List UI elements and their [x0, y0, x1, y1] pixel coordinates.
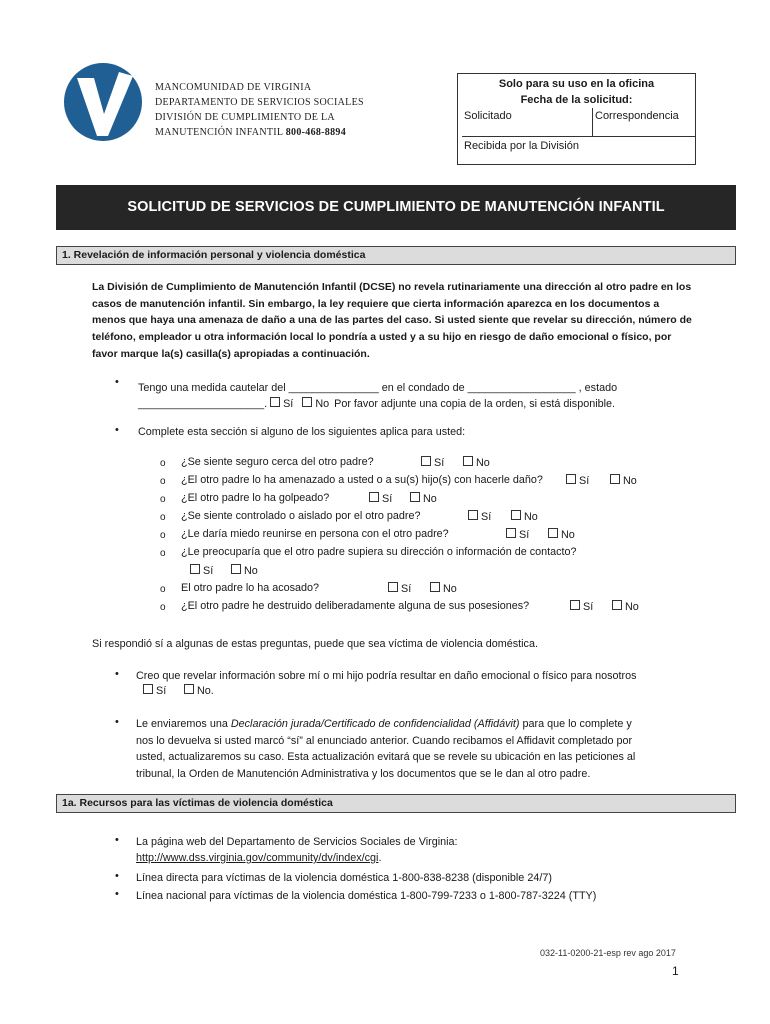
believe-no [184, 684, 214, 697]
circle-bullet: o [160, 494, 166, 505]
dss-web-link-wrap: http://www.dss.virginia.gov/community/dv/index/cgi. [136, 852, 382, 864]
q7-yes-checkbox[interactable] [388, 582, 398, 592]
q5-no [548, 528, 575, 541]
affidavit-line3: usted, actualizaremos su caso. Esta actualización evitará que se revele su ubicación en las peticiones al [136, 751, 636, 763]
q7-yes [388, 582, 411, 595]
question-5: ¿Le daría miedo reunirse en persona con el otro padre? [181, 528, 449, 540]
q6-no [231, 564, 258, 577]
order-no-checkbox[interactable] [302, 397, 312, 407]
q8-yes [570, 600, 593, 613]
believe-no-checkbox[interactable] [184, 684, 194, 694]
bullet-dot: • [115, 424, 119, 436]
office-box-row [462, 108, 695, 137]
q7-yes-label: Sí [401, 583, 412, 595]
affidavit-text [136, 716, 635, 782]
circle-bullet: o [160, 548, 166, 559]
national-hotline-text: Línea nacional para víctimas de la violencia doméstica 1-800-799-7233 o 1-800-787-3224 (TTY) [136, 890, 597, 902]
agency-header [155, 80, 364, 140]
q1-no-label: No [476, 457, 490, 469]
dss-web-text: La página web del Departamento de Servicios Sociales de Virginia: [136, 836, 458, 848]
bullet-dot: • [115, 888, 119, 900]
dss-web-link[interactable]: http://www.dss.virginia.gov/community/dv/index/cgi [136, 852, 379, 864]
agency-line3: DIVISIÓN DE CUMPLIMIENTO DE LA [155, 112, 335, 123]
q1-yes-checkbox[interactable] [421, 456, 431, 466]
question-1: ¿Se siente seguro cerca del otro padre? [181, 456, 374, 468]
q6-no-checkbox[interactable] [231, 564, 241, 574]
q1-no-checkbox[interactable] [463, 456, 473, 466]
office-use-box [457, 73, 696, 165]
q5-yes [506, 528, 529, 541]
q4-no-checkbox[interactable] [511, 510, 521, 520]
question-7: El otro padre lo ha acosado? [181, 582, 320, 594]
question-3: ¿El otro padre lo ha golpeado? [181, 492, 330, 504]
q7-no-label: No [443, 583, 457, 595]
q1-no [463, 456, 490, 469]
q6-yes-checkbox[interactable] [190, 564, 200, 574]
circle-bullet: o [160, 530, 166, 541]
office-box-received: Recibida por la División [464, 140, 579, 152]
virginia-v-logo [63, 62, 143, 142]
victim-text: Si respondió sí a algunas de estas preguntas, puede que sea víctima de violencia doméstica. [92, 638, 538, 650]
office-box-date-label: Fecha de la solicitud: [520, 94, 633, 106]
circle-bullet: o [160, 458, 166, 469]
question-4: ¿Se siente controlado o aislado por el otro padre? [181, 510, 421, 522]
agency-line4: MANUTENCIÓN INFANTIL [155, 127, 283, 138]
agency-line2: DEPARTAMENTO DE SERVICIOS SOCIALES [155, 97, 364, 108]
order-yes-checkbox[interactable] [270, 397, 280, 407]
section1-heading: 1. Revelación de información personal y violencia doméstica [56, 246, 736, 265]
affidavit-line2: nos lo devuelva si usted marcó “sí” al enunciado anterior. Cuando recibamos el Affidavit completado por [136, 734, 633, 747]
q8-no-label: No [625, 601, 639, 613]
office-box-title: Solo para su uso en la oficina [498, 78, 655, 90]
bullet-dot: • [115, 870, 119, 882]
q3-no-checkbox[interactable] [410, 492, 420, 502]
q4-yes-label: Sí [481, 511, 492, 523]
believe-no-label: No. [197, 685, 214, 697]
q5-yes-label: Sí [519, 529, 530, 541]
q6-yes-label: Sí [203, 565, 214, 577]
affidavit-italic: Declaración jurada/Certificado de confidencialidad (Affidávit) [230, 718, 520, 730]
q4-yes [468, 510, 491, 523]
q5-no-checkbox[interactable] [548, 528, 558, 538]
form-code: 032-11-0200-21-esp rev ago 2017 [540, 948, 676, 958]
circle-bullet: o [160, 584, 166, 595]
order-yes-label: Sí [283, 398, 294, 410]
affidavit-pre: Le enviaremos una [136, 718, 231, 730]
q3-yes [369, 492, 392, 505]
agency-line1: MANCOMUNIDAD DE VIRGINIA [155, 82, 312, 93]
q7-no [430, 582, 457, 595]
q2-yes [566, 474, 589, 487]
q2-no-checkbox[interactable] [610, 474, 620, 484]
q5-no-label: No [561, 529, 575, 541]
q7-no-checkbox[interactable] [430, 582, 440, 592]
q4-no-label: No [524, 511, 538, 523]
q8-no-checkbox[interactable] [612, 600, 622, 610]
q8-yes-label: Sí [583, 601, 594, 613]
section1-intro: La División de Cumplimiento de Manutención Infantil (DCSE) no revela rutinariamente una dirección al otro padre en los casos de manutención infantil. Sin embargo, la ley requiere que cierta información aparezca en los documentos a menos que haya una amenaza de daño a una de las partes del caso. Si usted siente que revelar su dirección, número de teléfono, empleador u otra información local lo pondría a usted y a su hijo en riesgo de daño emocional o físico, por favor marque la(s) casilla(s) apropiadas a continuación. [92, 281, 692, 360]
order-no-label: No [315, 398, 330, 410]
form-title: SOLICITUD DE SERVICIOS DE CUMPLIMIENTO DE MANUTENCIÓN INFANTIL [56, 185, 736, 230]
q2-yes-checkbox[interactable] [566, 474, 576, 484]
q3-no-label: No [423, 493, 437, 505]
office-box-correspondence: Correspondencia [595, 110, 679, 122]
q4-yes-checkbox[interactable] [468, 510, 478, 520]
q3-no [410, 492, 437, 505]
q2-no-label: No [623, 475, 637, 487]
affidavit-line4: tribunal, la Orden de Manutención Administrativa y los documentos que se le dan al otro padre. [136, 767, 591, 780]
q6-no-label: No [244, 565, 258, 577]
q3-yes-checkbox[interactable] [369, 492, 379, 502]
believe-yes [143, 684, 166, 697]
order-line1: Tengo una medida cautelar del _______________ en el condado de __________________ , estado [138, 382, 618, 394]
q2-yes-label: Sí [579, 475, 590, 487]
bullet-dot: • [115, 668, 119, 680]
question-6: ¿Le preocuparía que el otro padre supiera su dirección o información de contacto? [181, 546, 577, 558]
bullet-dot: • [115, 834, 119, 846]
page-number: 1 [672, 964, 679, 978]
question-2: ¿El otro padre lo ha amenazado a usted o a su(s) hijo(s) con hacerle daño? [181, 474, 543, 486]
q2-no [610, 474, 637, 487]
bullet-dot: • [115, 716, 119, 728]
order-line2 [138, 396, 615, 413]
q1-yes [421, 456, 444, 469]
q5-yes-checkbox[interactable] [506, 528, 516, 538]
question-8: ¿El otro padre he destruido deliberadamente alguna de sus posesiones? [181, 600, 530, 612]
affidavit-post: para que lo complete y [519, 718, 632, 730]
order-attach-text: Por favor adjunte una copia de la orden, si está disponible. [334, 398, 616, 410]
circle-bullet: o [160, 512, 166, 523]
believe-yes-label: Sí [156, 685, 167, 697]
office-box-requested: Solicitado [464, 110, 512, 122]
bullet-dot: • [115, 376, 119, 388]
believe-yes-checkbox[interactable] [143, 684, 153, 694]
complete-text: Complete esta sección si alguno de los siguientes aplica para usted: [138, 426, 466, 438]
circle-bullet: o [160, 602, 166, 613]
q3-yes-label: Sí [382, 493, 393, 505]
q8-yes-checkbox[interactable] [570, 600, 580, 610]
q1-yes-label: Sí [434, 457, 445, 469]
believe-text: Creo que revelar información sobre mí o mi hijo podría resultar en daño emocional o físico para nosotros [136, 670, 637, 682]
q8-no [612, 600, 639, 613]
office-box-divider [592, 108, 593, 136]
circle-bullet: o [160, 476, 166, 487]
order-blank: _____________________. [138, 398, 268, 410]
hotline-text: Línea directa para víctimas de la violencia doméstica 1-800-838-8238 (disponible 24/7) [136, 872, 552, 884]
q6-yes [190, 564, 213, 577]
section1a-heading: 1a. Recursos para las víctimas de violencia doméstica [56, 794, 736, 813]
q4-no [511, 510, 538, 523]
agency-phone: 800-468-8894 [285, 127, 347, 138]
